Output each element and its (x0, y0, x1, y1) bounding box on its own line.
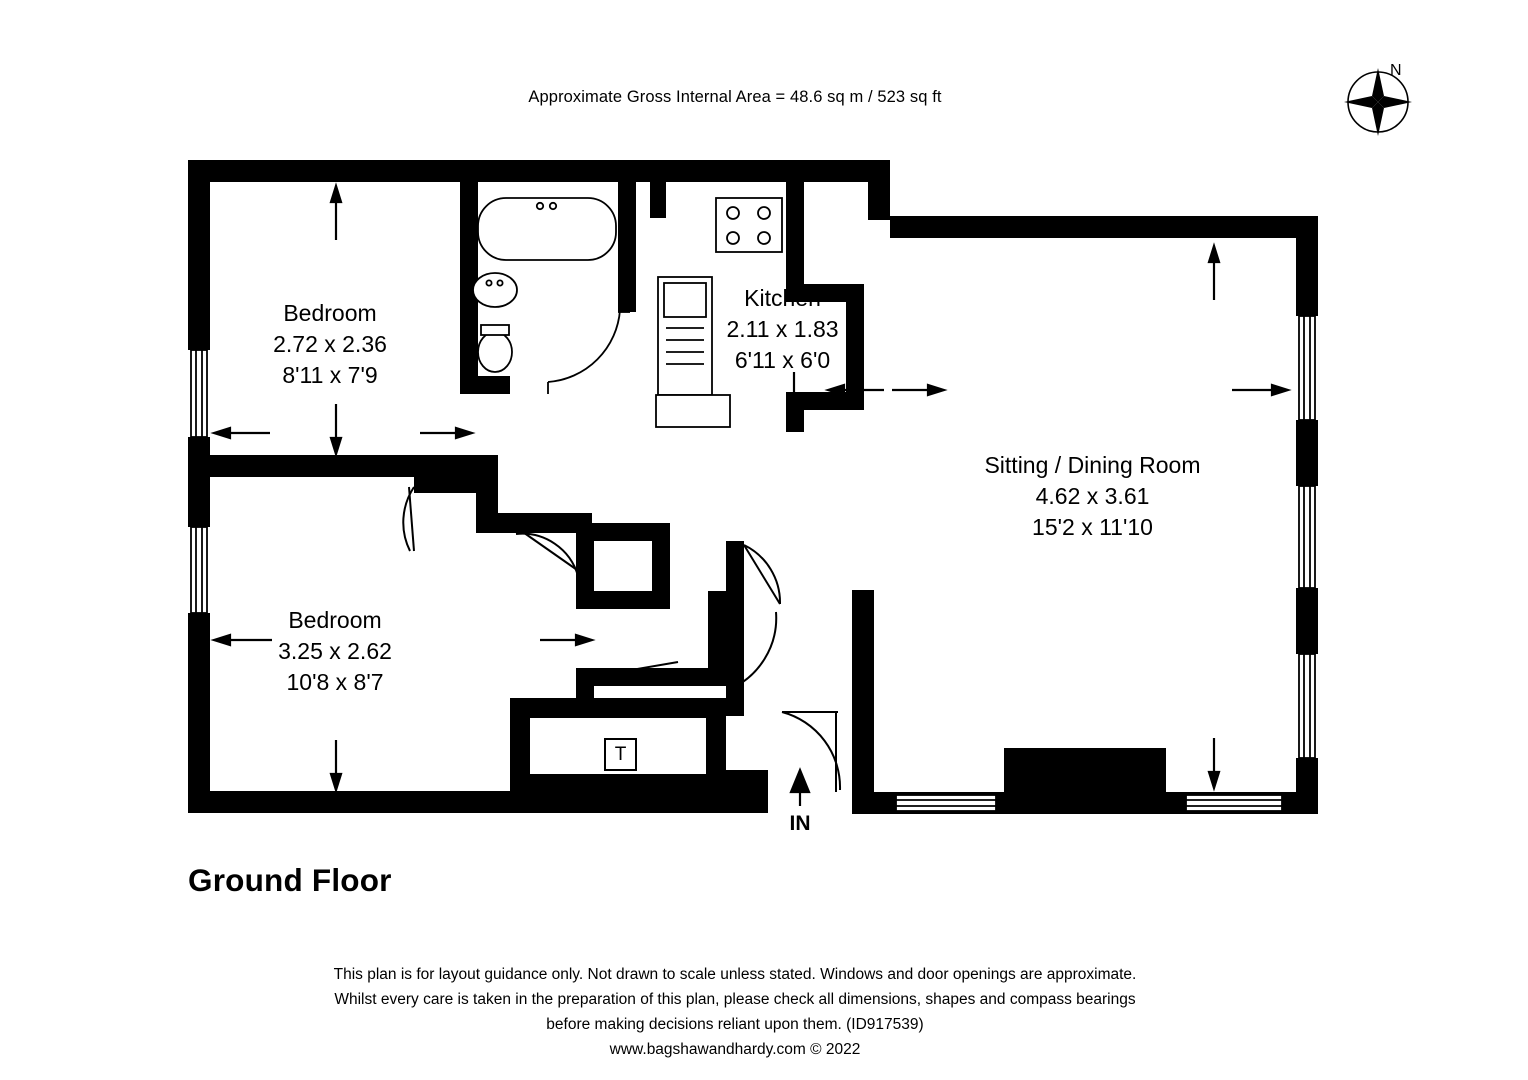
room-name: Sitting / Dining Room (984, 452, 1201, 478)
room-dimension-imperial: 8'11 x 7'9 (282, 361, 378, 388)
room-dimension-metric: 3.25 x 2.62 (278, 637, 392, 664)
room-dimension-imperial: 15'2 x 11'10 (1032, 513, 1153, 540)
disclaimer-line-2: Whilst every care is taken in the preparation of this plan, please check all dimensions, shapes and compass bearings (334, 991, 1136, 1009)
compass-north-label: N (1390, 62, 1402, 79)
room-dimension-metric: 2.11 x 1.83 (726, 315, 839, 342)
entrance-label: IN (789, 812, 811, 835)
gross-internal-area-note: Approximate Gross Internal Area = 48.6 sq m / 523 sq ft (528, 88, 942, 106)
room-label-sitting-dining-room (900, 450, 1285, 542)
room-name: Bedroom (283, 300, 377, 326)
room-dimension-imperial: 6'11 x 6'0 (734, 346, 831, 373)
tank-marker: T (604, 738, 637, 771)
room-label-kitchen (665, 283, 900, 375)
room-label-bedroom-2 (195, 605, 475, 697)
floor-title: Ground Floor (188, 862, 392, 898)
room-dimension-metric: 4.62 x 3.61 (1035, 482, 1150, 509)
room-label-bedroom-1 (190, 298, 470, 390)
room-dimension-metric: 2.72 x 2.36 (273, 330, 387, 357)
disclaimer-line-1: This plan is for layout guidance only. Not drawn to scale unless stated. Windows and door openings are approximate. (333, 966, 1137, 983)
room-name: Kitchen (744, 285, 821, 311)
disclaimer-line-3: before making decisions reliant upon them. (ID917539) (546, 1016, 924, 1034)
room-dimension-imperial: 10'8 x 8'7 (286, 668, 384, 695)
disclaimer-website: www.bagshawandhardy.com © 2022 (609, 1041, 861, 1059)
disclaimer-block (0, 962, 1470, 1062)
room-name: Bedroom (288, 607, 382, 633)
